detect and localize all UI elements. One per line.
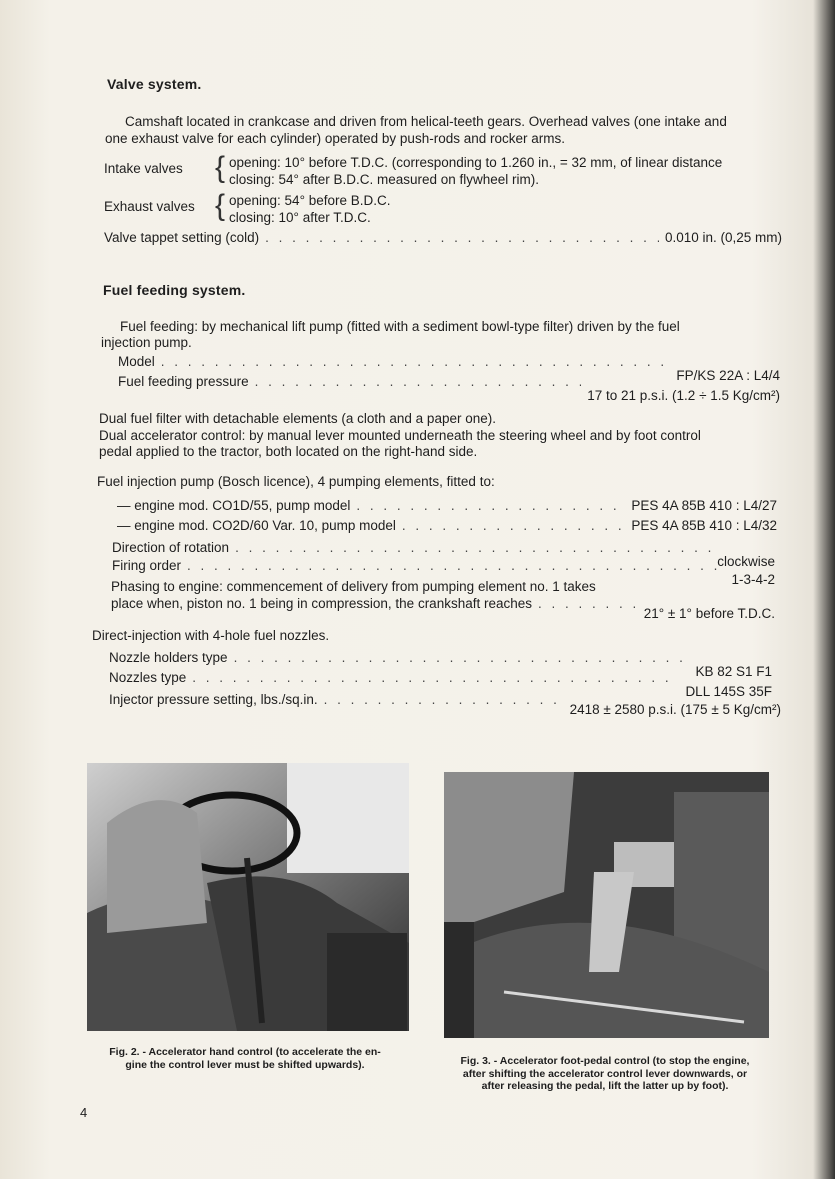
- fig3-caption: [437, 1055, 773, 1093]
- valve-tappet-row: [104, 230, 782, 248]
- leader-dots: [255, 374, 582, 389]
- injector-pressure-row: [109, 692, 781, 717]
- nozzle-holders-value: KB 82 S1 F1: [695, 664, 772, 679]
- injector-pressure-label: Injector pressure setting, lbs./sq.in.: [109, 692, 318, 707]
- nozzle-holders-label: Nozzle holders type: [109, 650, 228, 665]
- fig3-caption-line3: after releasing the pedal, lift the latter up by foot).: [481, 1080, 729, 1092]
- fig3-photo: [444, 772, 769, 1038]
- fig2-caption: [80, 1046, 410, 1071]
- fig3-caption-line2: after shifting the accelerator control lever downwards, or: [462, 1067, 748, 1080]
- leader-dots: [235, 540, 711, 555]
- injection-pump-intro: Fuel injection pump (Bosch licence), 4 pumping elements, fitted to:: [97, 474, 495, 489]
- fuel-paragraph-line1: Fuel feeding: by mechanical lift pump (fitted with a sediment bowl-type filter) driven by the fuel: [120, 319, 680, 334]
- injector-pressure-value: 2418 ± 2580 p.s.i. (175 ± 5 Kg/cm²): [569, 702, 781, 717]
- leader-dots: [234, 650, 690, 665]
- feeding-pressure-row: [118, 374, 780, 403]
- engine1-row: [117, 498, 777, 516]
- engine2-row: [117, 518, 777, 536]
- model-label: Model: [118, 354, 155, 369]
- leader-dots: [538, 596, 638, 611]
- phasing-value: 21° ± 1° before T.D.C.: [643, 606, 775, 621]
- leader-dots: [187, 558, 725, 573]
- dual-accelerator-line2: pedal applied to the tractor, both located on the right-hand side.: [99, 444, 478, 459]
- nozzles-type-row: [109, 670, 772, 699]
- dual-accelerator-line1: Dual accelerator control: by manual lever mounted underneath the steering wheel and by foot control: [99, 428, 701, 443]
- valve-tappet-value: 0.010 in. (0,25 mm): [664, 230, 782, 245]
- exhaust-opening: opening: 54° before B.D.C.: [229, 193, 391, 208]
- exhaust-closing: closing: 10° after T.D.C.: [229, 210, 371, 225]
- engine1-value: PES 4A 85B 410 : L4/27: [631, 498, 777, 513]
- intake-valves-label: Intake valves: [104, 161, 183, 176]
- leader-dots: [324, 692, 564, 707]
- nozzles-type-label: Nozzles type: [109, 670, 187, 685]
- intake-closing: closing: 54° after B.D.C. measured on flywheel rim).: [229, 172, 540, 187]
- phasing-row: [111, 596, 775, 621]
- exhaust-valves-label: Exhaust valves: [104, 199, 195, 214]
- phasing-line1: Phasing to engine: commencement of delivery from pumping element no. 1 takes: [111, 579, 596, 594]
- engine2-value: PES 4A 85B 410 : L4/32: [631, 518, 777, 533]
- nozzles-type-value: DLL 145S 35F: [685, 684, 772, 699]
- model-value: FP/KS 22A : L4/4: [676, 368, 780, 383]
- phasing-line2: place when, piston no. 1 being in compression, the crankshaft reaches: [111, 596, 532, 611]
- intake-brace: {: [215, 151, 226, 184]
- leader-dots: [192, 670, 679, 685]
- feeding-pressure-label: Fuel feeding pressure: [118, 374, 249, 389]
- dual-filter-text: Dual fuel filter with detachable elements (a cloth and a paper one).: [99, 411, 496, 426]
- fig2-photo: [87, 763, 409, 1031]
- fuel-system-heading: Fuel feeding system.: [103, 282, 246, 298]
- fig2-caption-line2: gine the control lever must be shifted upwards).: [125, 1058, 365, 1071]
- firing-label: Firing order: [112, 558, 182, 573]
- valve-paragraph-line1: Camshaft located in crankcase and driven from helical-teeth gears. Overhead valves (one intake and: [125, 114, 727, 129]
- page-number: 4: [80, 1105, 88, 1120]
- fig3-caption-line1: Fig. 3. - Accelerator foot-pedal control (to stop the engine,: [460, 1055, 750, 1067]
- rotation-label: Direction of rotation: [112, 540, 230, 555]
- valve-system-heading: Valve system.: [107, 76, 202, 92]
- engine1-label: — engine mod. CO1D/55, pump model: [117, 498, 351, 513]
- engine2-label: — engine mod. CO2D/60 Var. 10, pump model: [117, 518, 396, 533]
- page-edge-shadow: [813, 0, 835, 1179]
- fuel-paragraph-line2: injection pump.: [101, 335, 192, 350]
- leader-dots: [265, 230, 659, 245]
- intake-opening: opening: 10° before T.D.C. (corresponding to 1.260 in., = 32 mm, of linear distance: [229, 155, 723, 170]
- leader-dots: [356, 498, 625, 513]
- firing-value: 1-3-4-2: [731, 572, 775, 587]
- leader-dots: [402, 518, 625, 533]
- fig2-caption-line1: Fig. 2. - Accelerator hand control (to accelerate the en-: [109, 1046, 381, 1058]
- valve-paragraph-line2: one exhaust valve for each cylinder) operated by push-rods and rocker arms.: [105, 131, 565, 146]
- rotation-value: clockwise: [717, 554, 775, 569]
- leader-dots: [161, 354, 671, 369]
- valve-tappet-label: Valve tappet setting (cold): [104, 230, 260, 245]
- direct-injection-text: Direct-injection with 4-hole fuel nozzles.: [92, 628, 330, 643]
- exhaust-brace: {: [215, 189, 226, 222]
- feeding-pressure-value: 17 to 21 p.s.i. (1.2 ÷ 1.5 Kg/cm²): [587, 388, 780, 403]
